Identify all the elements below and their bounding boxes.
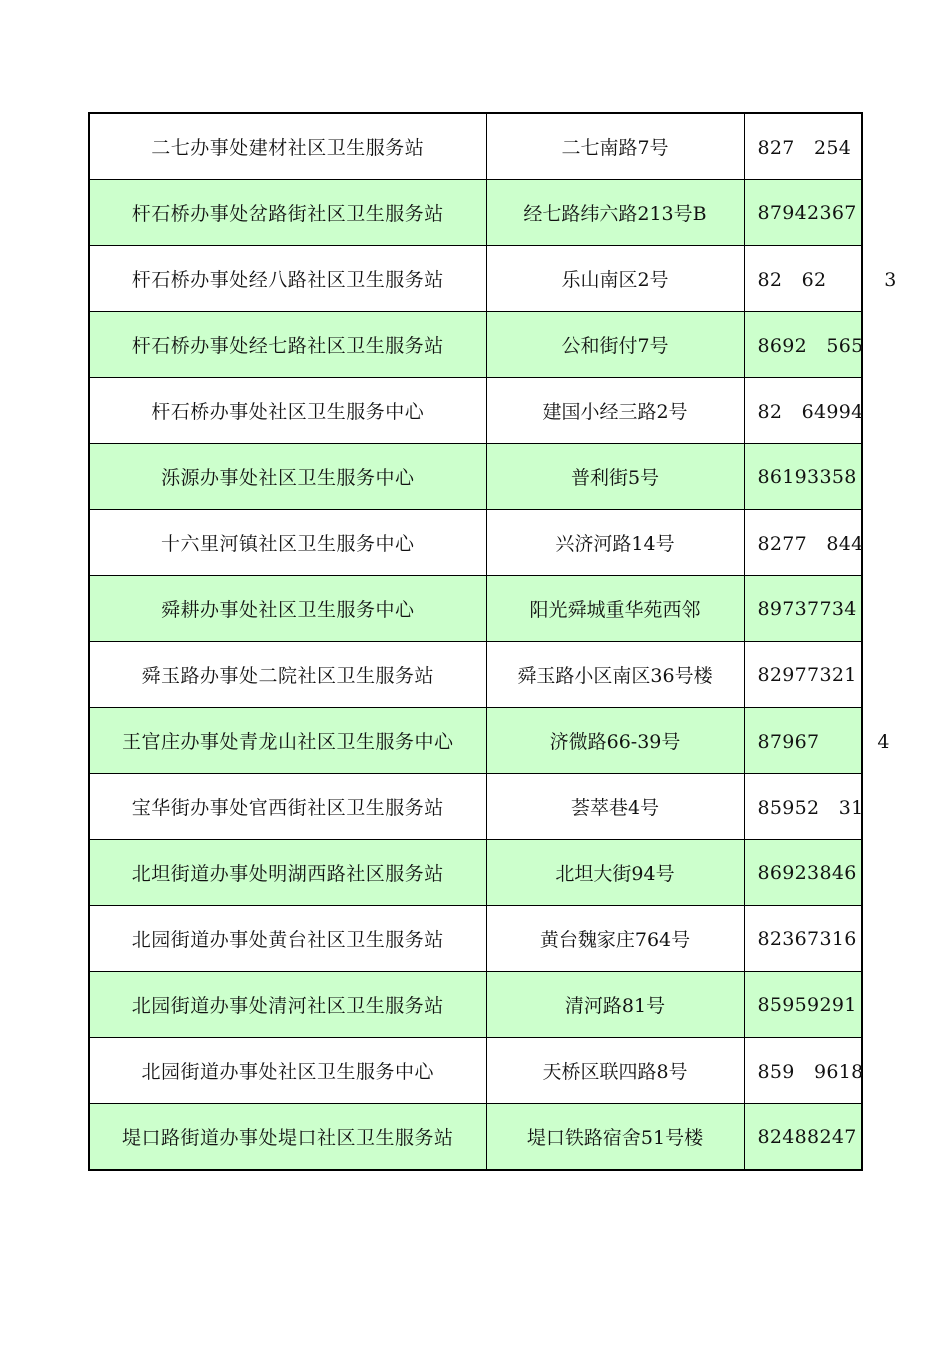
phone-cell: 86193358 <box>744 444 862 510</box>
station-name-cell: 杆石桥办事处经七路社区卫生服务站 <box>89 312 486 378</box>
phone-cell: 8692 565 <box>744 312 862 378</box>
table-row <box>89 906 862 972</box>
station-name-cell: 北园街道办事处黄台社区卫生服务站 <box>89 906 486 972</box>
station-name-cell: 杆石桥办事处经八路社区卫生服务站 <box>89 246 486 312</box>
table-row <box>89 840 862 906</box>
service-station-table <box>88 112 897 1171</box>
station-name-cell: 舜玉路办事处二院社区卫生服务站 <box>89 642 486 708</box>
phone-cell: 82367316 <box>744 906 862 972</box>
table-row <box>89 576 862 642</box>
address-cell: 黄台魏家庄764号 <box>486 906 744 972</box>
phone-cell: 82 62 3 <box>744 246 862 312</box>
address-cell: 清河路81号 <box>486 972 744 1038</box>
phone-cell: 87967 4 <box>744 708 862 774</box>
address-cell: 公和街付7号 <box>486 312 744 378</box>
phone-cell: 8277 844 <box>744 510 862 576</box>
station-name-cell: 宝华街办事处官西街社区卫生服务站 <box>89 774 486 840</box>
address-cell: 经七路纬六路213号B <box>486 180 744 246</box>
address-cell: 荟萃巷4号 <box>486 774 744 840</box>
table-row <box>89 774 862 840</box>
station-name-cell: 北园街道办事处社区卫生服务中心 <box>89 1038 486 1104</box>
table-row <box>89 510 862 576</box>
address-cell: 普利街5号 <box>486 444 744 510</box>
station-name-cell: 堤口路街道办事处堤口社区卫生服务站 <box>89 1104 486 1171</box>
address-cell: 阳光舜城重华苑西邻 <box>486 576 744 642</box>
station-name-cell: 杆石桥办事处岔路街社区卫生服务站 <box>89 180 486 246</box>
phone-cell: 82 64994 <box>744 378 862 444</box>
table-row <box>89 246 862 312</box>
table-row <box>89 972 862 1038</box>
phone-cell: 859 9618 <box>744 1038 862 1104</box>
table-row <box>89 1104 862 1171</box>
table-row <box>89 378 862 444</box>
address-cell: 二七南路7号 <box>486 113 744 180</box>
phone-cell: 87942367 <box>744 180 862 246</box>
table-row <box>89 180 862 246</box>
phone-cell: 82977321 <box>744 642 862 708</box>
address-cell: 天桥区联四路8号 <box>486 1038 744 1104</box>
address-cell: 兴济河路14号 <box>486 510 744 576</box>
phone-cell: 86923846 <box>744 840 862 906</box>
station-name-cell: 北园街道办事处清河社区卫生服务站 <box>89 972 486 1038</box>
address-cell: 济微路66-39号 <box>486 708 744 774</box>
table-row <box>89 312 862 378</box>
table-body <box>89 113 897 1170</box>
station-name-cell: 王官庄办事处青龙山社区卫生服务中心 <box>89 708 486 774</box>
table-row <box>89 113 862 180</box>
phone-cell: 82488247 <box>744 1104 862 1171</box>
address-cell: 乐山南区2号 <box>486 246 744 312</box>
station-name-cell: 杆石桥办事处社区卫生服务中心 <box>89 378 486 444</box>
address-cell: 北坦大街94号 <box>486 840 744 906</box>
address-cell: 堤口铁路宿舍51号楼 <box>486 1104 744 1171</box>
address-cell: 舜玉路小区南区36号楼 <box>486 642 744 708</box>
table-row <box>89 708 862 774</box>
table-row <box>89 1038 862 1104</box>
phone-cell: 85952 31 <box>744 774 862 840</box>
station-name-cell: 泺源办事处社区卫生服务中心 <box>89 444 486 510</box>
station-name-cell: 北坦街道办事处明湖西路社区服务站 <box>89 840 486 906</box>
table-row <box>89 642 862 708</box>
phone-cell: 827 254 <box>744 113 862 180</box>
phone-cell: 89737734 <box>744 576 862 642</box>
phone-cell: 85959291 <box>744 972 862 1038</box>
table-row <box>89 444 862 510</box>
station-name-cell: 舜耕办事处社区卫生服务中心 <box>89 576 486 642</box>
address-cell: 建国小经三路2号 <box>486 378 744 444</box>
station-name-cell: 二七办事处建材社区卫生服务站 <box>89 113 486 180</box>
station-name-cell: 十六里河镇社区卫生服务中心 <box>89 510 486 576</box>
